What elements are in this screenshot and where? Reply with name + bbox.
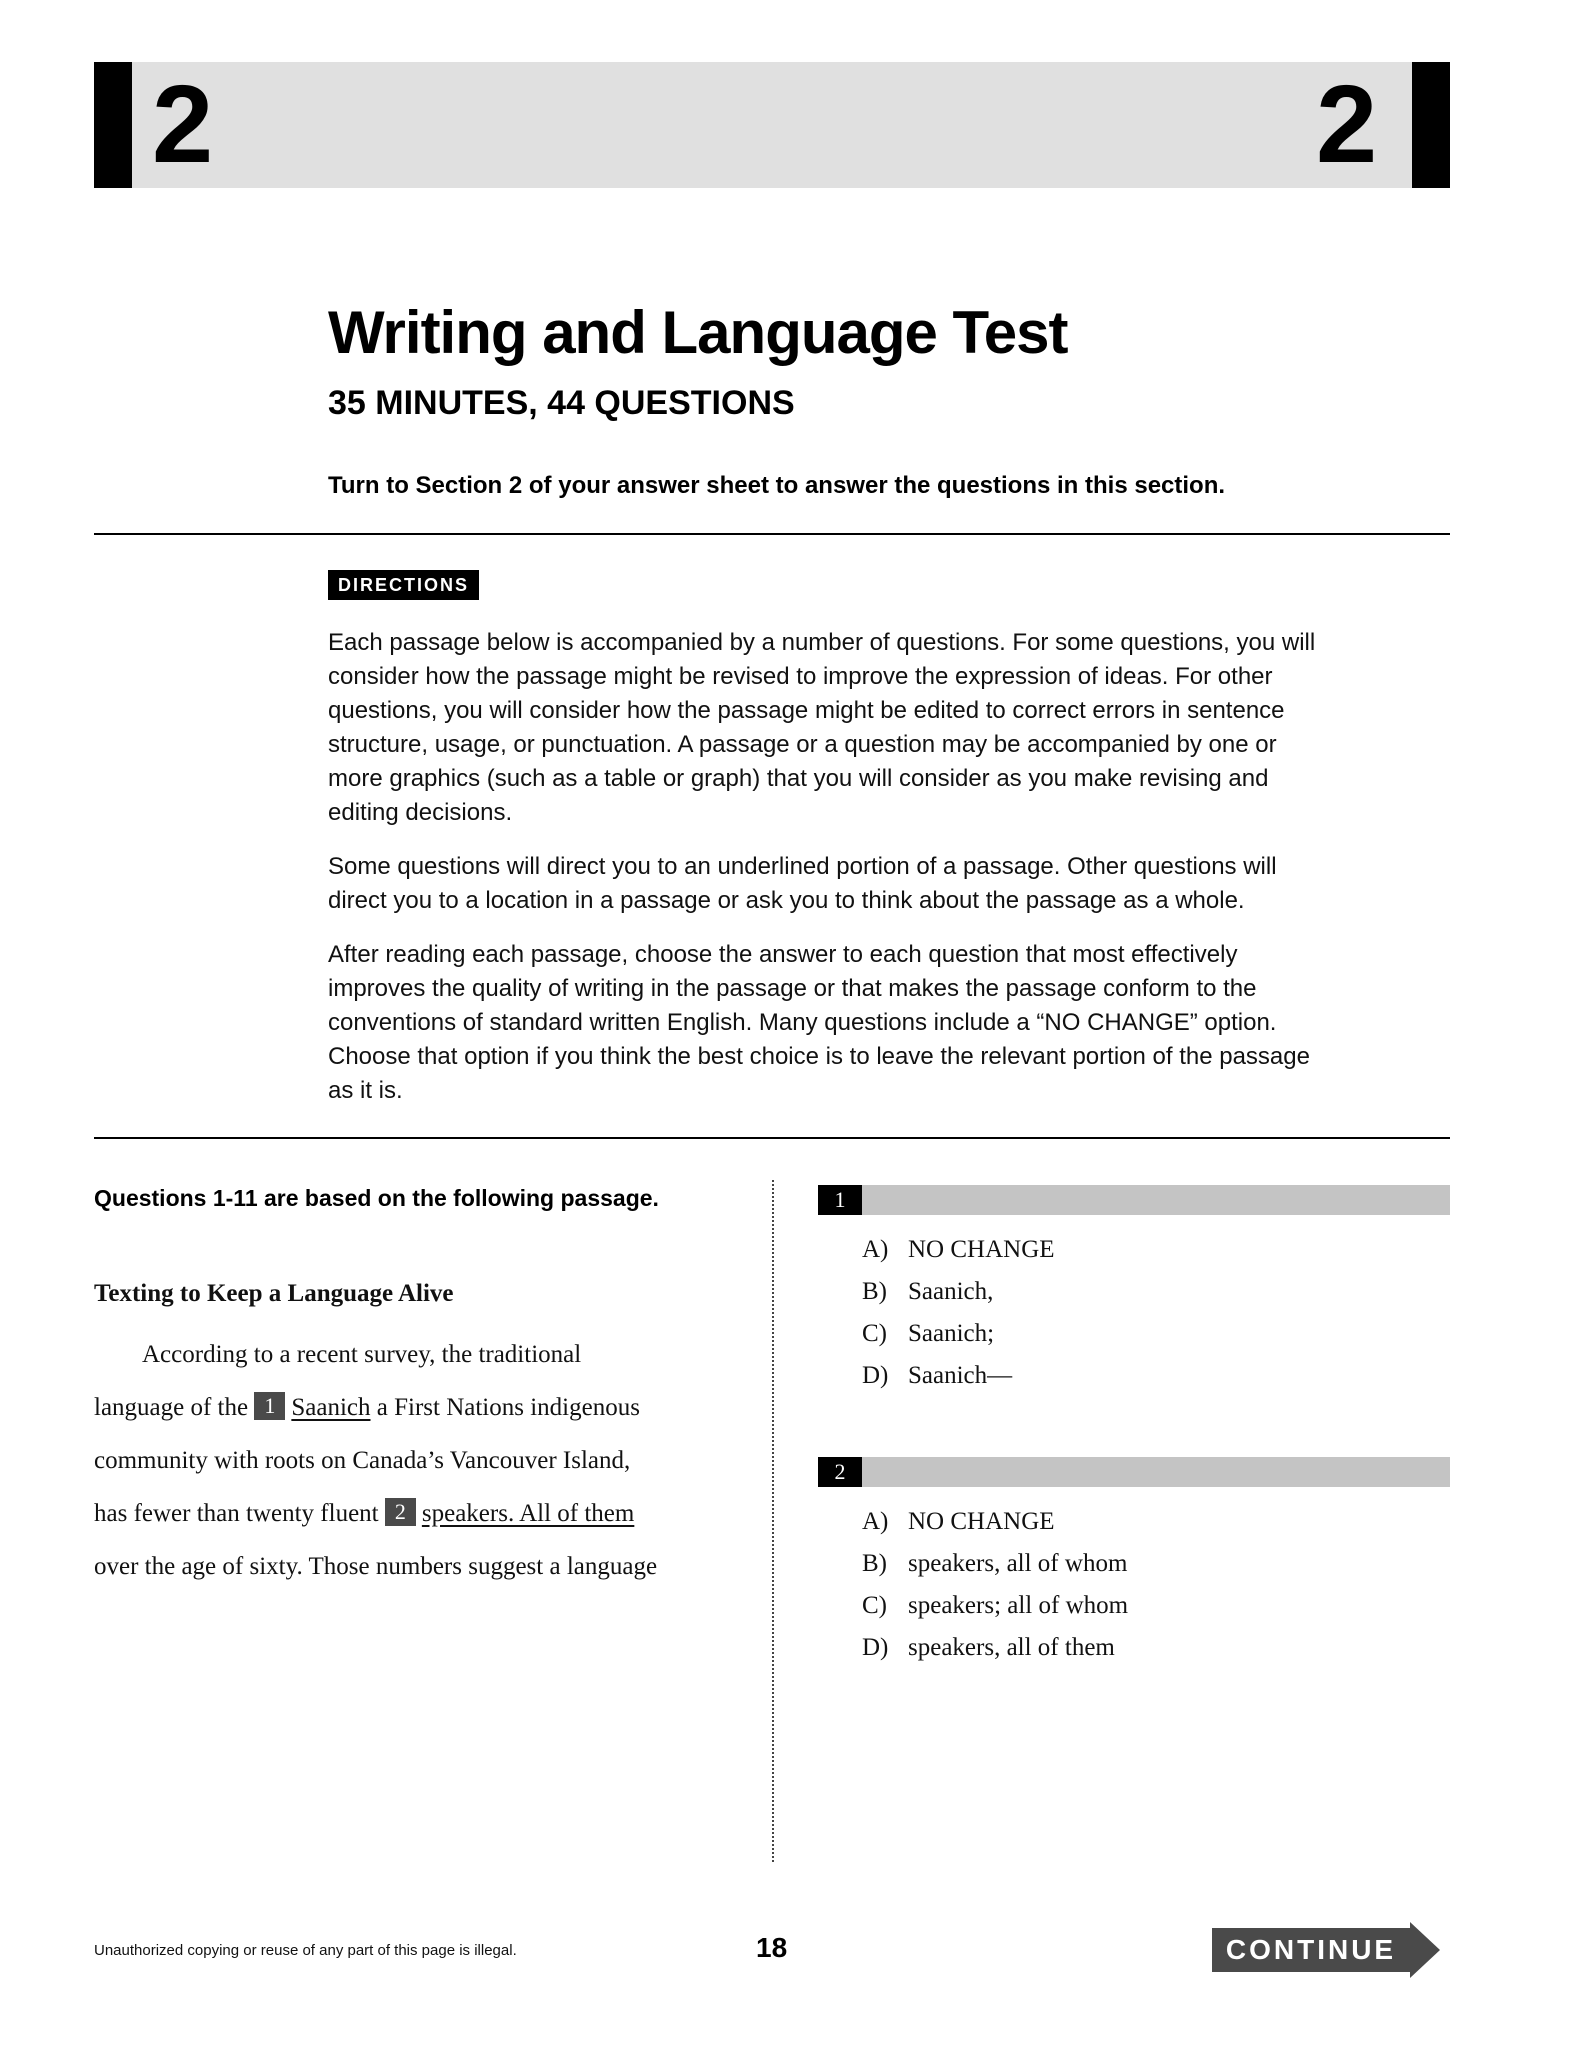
divider-bottom — [94, 1137, 1450, 1139]
passage-line — [94, 1487, 734, 1540]
section-header-band — [94, 62, 1450, 188]
answer-option[interactable] — [862, 1229, 1055, 1271]
answer-option[interactable] — [862, 1271, 1055, 1313]
page-number: 18 — [756, 1932, 788, 1963]
answer-option[interactable] — [862, 1355, 1055, 1397]
answer-sheet-instruction: Turn to Section 2 of your answer sheet to answer the questions in this section. — [328, 472, 1226, 499]
passage-text: a First Nations indigenous — [376, 1394, 640, 1421]
passage-body — [94, 1328, 734, 1593]
question-1-number: 1 — [818, 1185, 862, 1215]
option-letter: D) — [862, 1362, 889, 1389]
passage-text: over the age of sixty. Those numbers suggest a language — [94, 1553, 658, 1580]
option-letter: C) — [862, 1592, 887, 1619]
option-text: Saanich— — [908, 1362, 1013, 1389]
passage-heading: Questions 1-11 are based on the following passage. — [94, 1185, 659, 1211]
header-right-bar — [1412, 62, 1450, 188]
question-1-options — [862, 1229, 1055, 1397]
test-subtitle: 35 MINUTES, 44 QUESTIONS — [328, 384, 795, 422]
continue-label: CONTINUE — [1212, 1928, 1410, 1972]
option-text: NO CHANGE — [908, 1508, 1055, 1535]
option-letter: C) — [862, 1320, 887, 1347]
option-text: speakers, all of whom — [908, 1550, 1128, 1577]
option-letter: B) — [862, 1550, 887, 1577]
option-letter: A) — [862, 1236, 889, 1263]
directions-paragraph: After reading each passage, choose the answer to each question that most effectively improves the quality of writing in the passage or that makes the passage conform to the conventions of standard written English. Many questions include a “NO CHANGE” option. Choose that option if you think the best choice is to leave the relevant portion of the passage as it is. — [328, 941, 1310, 1104]
divider-top — [94, 533, 1450, 535]
directions-paragraph: Some questions will direct you to an underlined portion of a passage. Other questions will direct you to a location in a passage or ask you to think about the passage as a whole. — [328, 853, 1277, 914]
question-2-number: 2 — [818, 1457, 862, 1487]
option-text: Saanich, — [908, 1278, 994, 1305]
directions-body — [328, 626, 1328, 1128]
passage-line — [94, 1328, 734, 1381]
passage-line — [94, 1381, 734, 1434]
question-2-underlined-text[interactable]: speakers. All of them — [421, 1500, 635, 1527]
answer-option[interactable] — [862, 1627, 1128, 1669]
directions-paragraph: Each passage below is accompanied by a number of questions. For some questions, you will consider how the passage might be revised to improve the expression of ideas. For other questions, you will consider how the passage might be edited to correct errors in sentence structure, usage, or punctuation. A passage or a question may be accompanied by one or more graphics (such as a table or graph) that you will consider as you make revising and editing decisions. — [328, 629, 1316, 826]
question-1-underlined-text[interactable]: Saanich — [291, 1394, 371, 1421]
option-text: speakers, all of them — [908, 1634, 1115, 1661]
passage-text: community with roots on Canada’s Vancouver Island, — [94, 1447, 631, 1474]
question-1-marker[interactable]: 1 — [254, 1392, 285, 1420]
arrow-right-icon — [1410, 1922, 1440, 1978]
copyright-notice: Unauthorized copying or reuse of any part of this page is illegal. — [94, 1942, 517, 1959]
question-1-bar — [818, 1185, 1450, 1215]
answer-option[interactable] — [862, 1313, 1055, 1355]
option-text: speakers; all of whom — [908, 1592, 1129, 1619]
question-2-marker[interactable]: 2 — [385, 1498, 416, 1526]
option-letter: B) — [862, 1278, 887, 1305]
answer-option[interactable] — [862, 1543, 1128, 1585]
option-letter: A) — [862, 1508, 889, 1535]
question-2-options — [862, 1501, 1128, 1669]
column-divider — [772, 1180, 774, 1862]
passage-text: According to a recent survey, the traditional — [142, 1341, 582, 1368]
passage-line — [94, 1434, 734, 1487]
option-text: Saanich; — [908, 1320, 995, 1347]
answer-option[interactable] — [862, 1501, 1128, 1543]
header-left-bar — [94, 62, 132, 188]
passage-text: has fewer than twenty fluent — [94, 1500, 379, 1527]
option-letter: D) — [862, 1634, 889, 1661]
option-text: NO CHANGE — [908, 1236, 1055, 1263]
passage-title: Texting to Keep a Language Alive — [94, 1280, 454, 1307]
question-2-bar — [818, 1457, 1450, 1487]
passage-text: language of the — [94, 1394, 249, 1421]
section-number-right: 2 — [1316, 63, 1378, 186]
answer-option[interactable] — [862, 1585, 1128, 1627]
continue-button[interactable] — [1212, 1922, 1452, 1978]
directions-label: DIRECTIONS — [328, 570, 479, 600]
test-title: Writing and Language Test — [328, 299, 1068, 366]
passage-line — [94, 1540, 734, 1593]
section-number-left: 2 — [152, 63, 214, 186]
